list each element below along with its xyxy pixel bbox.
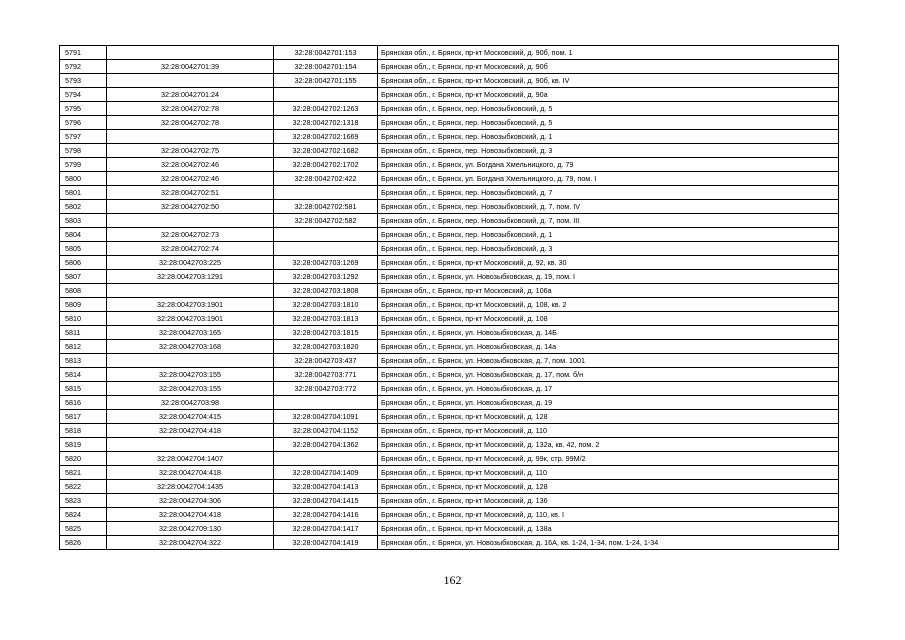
parent-cadastral-number-cell bbox=[107, 354, 274, 368]
table-row bbox=[60, 130, 839, 144]
cadastral-number-cell: 32:28:0042702:1318 bbox=[274, 116, 378, 130]
address-cell: Брянская обл., г. Брянск, пер. Новозыбковский, д. 5 bbox=[378, 116, 839, 130]
parent-cadastral-number-cell: 32:28:0042702:78 bbox=[107, 116, 274, 130]
address-cell: Брянская обл., г. Брянск, пр-кт Московский, д. 90б bbox=[378, 60, 839, 74]
cadastral-number-cell: 32:28:0042704:1417 bbox=[274, 522, 378, 536]
parent-cadastral-number-cell: 32:28:0042703:225 bbox=[107, 256, 274, 270]
cadastral-number-cell: 32:28:0042701:155 bbox=[274, 74, 378, 88]
address-cell: Брянская обл., г. Брянск, ул. Новозыбковская, д. 14Б bbox=[378, 326, 839, 340]
row-number-cell: 5818 bbox=[60, 424, 107, 438]
cadastral-number-cell: 32:28:0042702:1702 bbox=[274, 158, 378, 172]
cadastral-number-cell: 32:28:0042704:1419 bbox=[274, 536, 378, 550]
parent-cadastral-number-cell: 32:28:0042703:165 bbox=[107, 326, 274, 340]
row-number-cell: 5799 bbox=[60, 158, 107, 172]
row-number-cell: 5824 bbox=[60, 508, 107, 522]
table-row bbox=[60, 298, 839, 312]
address-cell: Брянская обл., г. Брянск, пер. Новозыбковский, д. 7, пом. IV bbox=[378, 200, 839, 214]
table-row bbox=[60, 116, 839, 130]
parent-cadastral-number-cell: 32:28:0042704:415 bbox=[107, 410, 274, 424]
row-number-cell: 5808 bbox=[60, 284, 107, 298]
table-row bbox=[60, 438, 839, 452]
table-row bbox=[60, 242, 839, 256]
table-row bbox=[60, 326, 839, 340]
address-cell: Брянская обл., г. Брянск, ул. Богдана Хмельницкого, д. 79 bbox=[378, 158, 839, 172]
parent-cadastral-number-cell: 32:28:0042702:51 bbox=[107, 186, 274, 200]
table-row bbox=[60, 172, 839, 186]
parent-cadastral-number-cell: 32:28:0042702:73 bbox=[107, 228, 274, 242]
row-number-cell: 5816 bbox=[60, 396, 107, 410]
row-number-cell: 5807 bbox=[60, 270, 107, 284]
row-number-cell: 5819 bbox=[60, 438, 107, 452]
address-cell: Брянская обл., г. Брянск, пер. Новозыбковский, д. 7 bbox=[378, 186, 839, 200]
address-cell: Брянская обл., г. Брянск, пр-кт Московский, д. 110, кв. I bbox=[378, 508, 839, 522]
table-row bbox=[60, 382, 839, 396]
row-number-cell: 5826 bbox=[60, 536, 107, 550]
table-row bbox=[60, 144, 839, 158]
row-number-cell: 5793 bbox=[60, 74, 107, 88]
cadastral-number-cell bbox=[274, 228, 378, 242]
row-number-cell: 5802 bbox=[60, 200, 107, 214]
cadastral-number-cell: 32:28:0042704:1091 bbox=[274, 410, 378, 424]
parent-cadastral-number-cell: 32:28:0042702:46 bbox=[107, 172, 274, 186]
cadastral-number-cell: 32:28:0042704:1409 bbox=[274, 466, 378, 480]
address-cell: Брянская обл., г. Брянск, пер. Новозыбковский, д. 1 bbox=[378, 130, 839, 144]
cadastral-number-cell bbox=[274, 242, 378, 256]
table-row bbox=[60, 466, 839, 480]
address-cell: Брянская обл., г. Брянск, ул. Богдана Хмельницкого, д. 79, пом. I bbox=[378, 172, 839, 186]
parent-cadastral-number-cell: 32:28:0042703:155 bbox=[107, 368, 274, 382]
cadastral-number-cell: 32:28:0042703:437 bbox=[274, 354, 378, 368]
row-number-cell: 5801 bbox=[60, 186, 107, 200]
table-row bbox=[60, 284, 839, 298]
cadastral-number-cell: 32:28:0042702:1263 bbox=[274, 102, 378, 116]
parent-cadastral-number-cell: 32:28:0042704:418 bbox=[107, 508, 274, 522]
address-cell: Брянская обл., г. Брянск, пр-кт Московский, д. 128 bbox=[378, 480, 839, 494]
table-row bbox=[60, 452, 839, 466]
cadastral-number-cell: 32:28:0042701:153 bbox=[274, 46, 378, 60]
parent-cadastral-number-cell: 32:28:0042703:1901 bbox=[107, 298, 274, 312]
address-cell: Брянская обл., г. Брянск, пер. Новозыбковский, д. 3 bbox=[378, 242, 839, 256]
table-row bbox=[60, 186, 839, 200]
address-cell: Брянская обл., г. Брянск, пр-кт Московский, д. 132а, кв. 42, пом. 2 bbox=[378, 438, 839, 452]
cadastral-number-cell: 32:28:0042702:582 bbox=[274, 214, 378, 228]
row-number-cell: 5805 bbox=[60, 242, 107, 256]
address-cell: Брянская обл., г. Брянск, пр-кт Московский, д. 90б, пом. 1 bbox=[378, 46, 839, 60]
row-number-cell: 5810 bbox=[60, 312, 107, 326]
cadastral-number-cell: 32:28:0042702:1682 bbox=[274, 144, 378, 158]
cadastral-number-cell: 32:28:0042704:1416 bbox=[274, 508, 378, 522]
cadastral-number-cell: 32:28:0042702:1669 bbox=[274, 130, 378, 144]
row-number-cell: 5821 bbox=[60, 466, 107, 480]
address-cell: Брянская обл., г. Брянск, пр-кт Московский, д. 108, кв. 2 bbox=[378, 298, 839, 312]
parent-cadastral-number-cell: 32:28:0042704:306 bbox=[107, 494, 274, 508]
parent-cadastral-number-cell: 32:28:0042702:46 bbox=[107, 158, 274, 172]
row-number-cell: 5803 bbox=[60, 214, 107, 228]
parent-cadastral-number-cell: 32:28:0042703:98 bbox=[107, 396, 274, 410]
parent-cadastral-number-cell bbox=[107, 214, 274, 228]
table-row bbox=[60, 200, 839, 214]
row-number-cell: 5814 bbox=[60, 368, 107, 382]
row-number-cell: 5794 bbox=[60, 88, 107, 102]
address-cell: Брянская обл., г. Брянск, пер. Новозыбковский, д. 7, пом. III bbox=[378, 214, 839, 228]
row-number-cell: 5797 bbox=[60, 130, 107, 144]
cadastral-number-cell: 32:28:0042701:154 bbox=[274, 60, 378, 74]
cadastral-number-cell: 32:28:0042704:1362 bbox=[274, 438, 378, 452]
row-number-cell: 5812 bbox=[60, 340, 107, 354]
parent-cadastral-number-cell: 32:28:0042702:50 bbox=[107, 200, 274, 214]
row-number-cell: 5795 bbox=[60, 102, 107, 116]
address-cell: Брянская обл., г. Брянск, пр-кт Московский, д. 136 bbox=[378, 494, 839, 508]
row-number-cell: 5813 bbox=[60, 354, 107, 368]
table-row bbox=[60, 46, 839, 60]
records-table bbox=[59, 45, 839, 550]
table-row bbox=[60, 88, 839, 102]
parent-cadastral-number-cell bbox=[107, 74, 274, 88]
address-cell: Брянская обл., г. Брянск, ул. Новозыбковская, д. 14а bbox=[378, 340, 839, 354]
address-cell: Брянская обл., г. Брянск, пр-кт Московский, д. 108 bbox=[378, 312, 839, 326]
cadastral-number-cell: 32:28:0042703:1269 bbox=[274, 256, 378, 270]
cadastral-number-cell bbox=[274, 452, 378, 466]
row-number-cell: 5811 bbox=[60, 326, 107, 340]
row-number-cell: 5815 bbox=[60, 382, 107, 396]
parent-cadastral-number-cell: 32:28:0042703:155 bbox=[107, 382, 274, 396]
cadastral-number-cell: 32:28:0042704:1413 bbox=[274, 480, 378, 494]
address-cell: Брянская обл., г. Брянск, пер. Новозыбковский, д. 3 bbox=[378, 144, 839, 158]
table-row bbox=[60, 228, 839, 242]
table-row bbox=[60, 508, 839, 522]
cadastral-number-cell: 32:28:0042702:422 bbox=[274, 172, 378, 186]
table-row bbox=[60, 60, 839, 74]
parent-cadastral-number-cell: 32:28:0042702:74 bbox=[107, 242, 274, 256]
address-cell: Брянская обл., г. Брянск, пр-кт Московский, д. 99к, стр. 99М/2 bbox=[378, 452, 839, 466]
address-cell: Брянская обл., г. Брянск, ул. Новозыбковская, д. 17, пом. б/н bbox=[378, 368, 839, 382]
table-row bbox=[60, 424, 839, 438]
table-row bbox=[60, 256, 839, 270]
address-cell: Брянская обл., г. Брянск, пр-кт Московский, д. 90а bbox=[378, 88, 839, 102]
address-cell: Брянская обл., г. Брянск, пр-кт Московский, д. 92, кв. 30 bbox=[378, 256, 839, 270]
cadastral-number-cell: 32:28:0042703:1820 bbox=[274, 340, 378, 354]
table-row bbox=[60, 158, 839, 172]
parent-cadastral-number-cell bbox=[107, 438, 274, 452]
row-number-cell: 5804 bbox=[60, 228, 107, 242]
cadastral-number-cell: 32:28:0042703:1813 bbox=[274, 312, 378, 326]
parent-cadastral-number-cell: 32:28:0042703:1291 bbox=[107, 270, 274, 284]
cadastral-number-cell: 32:28:0042702:581 bbox=[274, 200, 378, 214]
table-row bbox=[60, 410, 839, 424]
row-number-cell: 5809 bbox=[60, 298, 107, 312]
row-number-cell: 5796 bbox=[60, 116, 107, 130]
cadastral-number-cell: 32:28:0042703:1292 bbox=[274, 270, 378, 284]
parent-cadastral-number-cell: 32:28:0042704:1407 bbox=[107, 452, 274, 466]
parent-cadastral-number-cell bbox=[107, 284, 274, 298]
address-cell: Брянская обл., г. Брянск, пр-кт Московский, д. 110 bbox=[378, 466, 839, 480]
table-row bbox=[60, 396, 839, 410]
address-cell: Брянская обл., г. Брянск, пр-кт Московский, д. 138а bbox=[378, 522, 839, 536]
parent-cadastral-number-cell: 32:28:0042704:418 bbox=[107, 424, 274, 438]
row-number-cell: 5798 bbox=[60, 144, 107, 158]
row-number-cell: 5825 bbox=[60, 522, 107, 536]
cadastral-number-cell: 32:28:0042703:1810 bbox=[274, 298, 378, 312]
address-cell: Брянская обл., г. Брянск, пр-кт Московский, д. 90б, кв. IV bbox=[378, 74, 839, 88]
row-number-cell: 5822 bbox=[60, 480, 107, 494]
parent-cadastral-number-cell: 32:28:0042701:39 bbox=[107, 60, 274, 74]
table-row bbox=[60, 536, 839, 550]
parent-cadastral-number-cell bbox=[107, 46, 274, 60]
row-number-cell: 5800 bbox=[60, 172, 107, 186]
table-row bbox=[60, 312, 839, 326]
row-number-cell: 5791 bbox=[60, 46, 107, 60]
cadastral-number-cell bbox=[274, 186, 378, 200]
address-cell: Брянская обл., г. Брянск, ул. Новозыбковская, д. 19, пом. I bbox=[378, 270, 839, 284]
records-table-body bbox=[60, 46, 839, 550]
cadastral-number-cell: 32:28:0042703:771 bbox=[274, 368, 378, 382]
table-row bbox=[60, 354, 839, 368]
cadastral-number-cell: 32:28:0042703:1815 bbox=[274, 326, 378, 340]
table-row bbox=[60, 494, 839, 508]
row-number-cell: 5823 bbox=[60, 494, 107, 508]
cadastral-number-cell: 32:28:0042703:772 bbox=[274, 382, 378, 396]
address-cell: Брянская обл., г. Брянск, ул. Новозыбковская, д. 7, пом. 1001 bbox=[378, 354, 839, 368]
table-row bbox=[60, 522, 839, 536]
parent-cadastral-number-cell: 32:28:0042703:1901 bbox=[107, 312, 274, 326]
row-number-cell: 5792 bbox=[60, 60, 107, 74]
page-number: 162 bbox=[443, 573, 462, 587]
address-cell: Брянская обл., г. Брянск, пер. Новозыбковский, д. 1 bbox=[378, 228, 839, 242]
address-cell: Брянская обл., г. Брянск, ул. Новозыбковская, д. 16А, кв. 1-24, 1-34, пом. 1-24, 1-34 bbox=[378, 536, 839, 550]
parent-cadastral-number-cell: 32:28:0042701:24 bbox=[107, 88, 274, 102]
address-cell: Брянская обл., г. Брянск, ул. Новозыбковская, д. 17 bbox=[378, 382, 839, 396]
parent-cadastral-number-cell: 32:28:0042704:418 bbox=[107, 466, 274, 480]
table-row bbox=[60, 102, 839, 116]
parent-cadastral-number-cell: 32:28:0042703:168 bbox=[107, 340, 274, 354]
cadastral-number-cell bbox=[274, 396, 378, 410]
row-number-cell: 5820 bbox=[60, 452, 107, 466]
address-cell: Брянская обл., г. Брянск, пр-кт Московский, д. 106а bbox=[378, 284, 839, 298]
parent-cadastral-number-cell: 32:28:0042702:75 bbox=[107, 144, 274, 158]
table-row bbox=[60, 214, 839, 228]
cadastral-number-cell: 32:28:0042704:1415 bbox=[274, 494, 378, 508]
address-cell: Брянская обл., г. Брянск, пр-кт Московский, д. 110 bbox=[378, 424, 839, 438]
table-row bbox=[60, 270, 839, 284]
parent-cadastral-number-cell bbox=[107, 130, 274, 144]
cadastral-number-cell: 32:28:0042704:1152 bbox=[274, 424, 378, 438]
row-number-cell: 5817 bbox=[60, 410, 107, 424]
parent-cadastral-number-cell: 32:28:0042704:322 bbox=[107, 536, 274, 550]
table-row bbox=[60, 480, 839, 494]
address-cell: Брянская обл., г. Брянск, пер. Новозыбковский, д. 5 bbox=[378, 102, 839, 116]
row-number-cell: 5806 bbox=[60, 256, 107, 270]
table-row bbox=[60, 340, 839, 354]
cadastral-number-cell bbox=[274, 88, 378, 102]
address-cell: Брянская обл., г. Брянск, пр-кт Московский, д. 128 bbox=[378, 410, 839, 424]
parent-cadastral-number-cell: 32:28:0042702:78 bbox=[107, 102, 274, 116]
address-cell: Брянская обл., г. Брянск, ул. Новозыбковская, д. 19 bbox=[378, 396, 839, 410]
cadastral-number-cell: 32:28:0042703:1808 bbox=[274, 284, 378, 298]
parent-cadastral-number-cell: 32:28:0042709:130 bbox=[107, 522, 274, 536]
table-row bbox=[60, 74, 839, 88]
table-row bbox=[60, 368, 839, 382]
parent-cadastral-number-cell: 32:28:0042704:1435 bbox=[107, 480, 274, 494]
